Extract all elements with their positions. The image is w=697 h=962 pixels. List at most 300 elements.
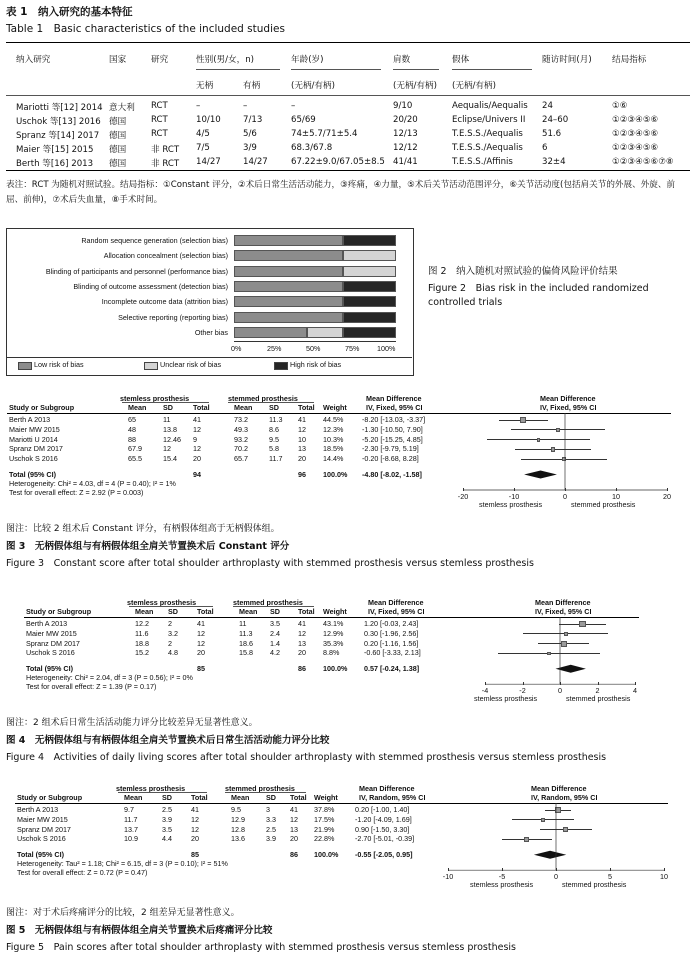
forest-tick-mark — [514, 488, 515, 491]
figure2-caption-en-2: controlled trials — [428, 297, 503, 308]
forest-cell-sd1: 3.9 — [162, 814, 172, 824]
forest-cell-sd2: 8.6 — [269, 424, 279, 434]
forest-overall-effect: Test for overall effect: Z = 1.39 (P = 0.17) — [26, 682, 157, 692]
bias-bar-segment — [343, 312, 396, 323]
table1-cell-sex_b: 14/27 — [243, 157, 268, 167]
sub-age-pair: (无柄/有柄) — [291, 81, 335, 91]
bias-category-label: Blinding of outcome assessment (detection bias) — [73, 281, 228, 291]
table1-cell-sex_b: 3/9 — [243, 143, 257, 153]
bias-bar-segment — [234, 327, 307, 338]
bias-category-label: Random sequence generation (selection bias) — [81, 236, 228, 245]
effect-square — [555, 807, 561, 813]
legend-low: Low risk of bias — [34, 360, 84, 369]
forest-tick-mark — [616, 488, 617, 491]
effect-square — [556, 428, 560, 432]
forest-cell-sd1: 12 — [163, 444, 171, 454]
forest-tick-mark — [463, 488, 464, 491]
forest-cell-sd2: 4.2 — [270, 648, 280, 658]
prosthesis-subrule — [452, 69, 532, 70]
forest-tick-mark — [565, 488, 566, 491]
forest-cell-n2: 20 — [298, 648, 306, 658]
effect-header-1: Mean Difference — [368, 598, 424, 607]
col-outcomes: 结局指标 — [612, 55, 647, 65]
favours-right-label: stemmed prosthesis — [571, 500, 636, 509]
forest-cell-weight: 12.3% — [323, 424, 344, 434]
sub-stemmed: 有柄 — [243, 81, 261, 91]
pooled-diamond — [524, 471, 557, 479]
forest-tick-label: -10 — [442, 872, 454, 882]
forest-cell-n2: 13 — [290, 824, 298, 834]
forest-cell-ci: -1.20 [-4.09, 1.69] — [355, 814, 412, 824]
forest-cell-m2: 65.7 — [234, 454, 248, 464]
forest-tick-label: -10 — [508, 492, 520, 501]
forest-overall-effect: Test for overall effect: Z = 2.92 (P = 0.003) — [9, 488, 144, 497]
table1-cell-age: 65/69 — [291, 115, 316, 125]
forest-cell-n2: 41 — [290, 805, 298, 814]
forest-cell-n2: 12 — [298, 628, 306, 638]
bias-tick-25: 25% — [267, 344, 282, 353]
forest-tick-mark — [556, 868, 557, 871]
forest-cell-n2: 20 — [290, 834, 298, 844]
forest-cell-n1: 12 — [197, 628, 205, 638]
forest-tick-mark — [667, 488, 668, 491]
forest-total-n2: 86 — [298, 664, 306, 674]
forest-total-ci: -4.80 [-8.02, -1.58] — [362, 470, 422, 479]
forest-header-rule — [15, 803, 668, 804]
bias-bar-segment — [343, 250, 396, 261]
forest-heterogeneity: Heterogeneity: Chi² = 2.04, df = 3 (P = 0.56); I² = 0% — [26, 673, 193, 683]
forest-total-n1: 85 — [197, 664, 205, 674]
forest-tick-label: 20 — [663, 492, 671, 501]
forest-cell-n1: 20 — [193, 454, 201, 464]
bias-category-label: Selective reporting (reporting bias) — [118, 312, 228, 322]
forest-tick-label: 2 — [595, 686, 600, 696]
forest-cell-sd1: 3.5 — [162, 824, 172, 834]
forest-cell-sd2: 3.9 — [266, 834, 276, 844]
n-subrule — [393, 69, 439, 70]
forest-cell-study: Spranz DM 2017 — [9, 444, 63, 454]
favours-left-label: stemless prosthesis — [474, 694, 538, 704]
table1-cell-study: Uschok 等[13] 2016 — [16, 117, 101, 127]
table1-cell-study: Mariotti 等[12] 2014 — [16, 103, 103, 113]
column-header: Mean — [234, 403, 253, 412]
pooled-diamond — [556, 665, 586, 673]
column-header: Mean — [128, 403, 147, 412]
forest-cell-m2: 93.2 — [234, 434, 248, 444]
group-label-stemmed: stemmed prosthesis — [228, 394, 298, 403]
bias-tick-75: 75% — [345, 344, 360, 353]
bias-bar-segment — [343, 266, 396, 277]
pooled-diamond — [534, 851, 566, 859]
forest-total-weight: 100.0% — [314, 850, 339, 860]
table1-cell-prosthesis: T.E.S.S./Affinis — [452, 157, 513, 167]
table1-cell-age: – — [291, 101, 296, 111]
forest-header-rule — [24, 617, 639, 618]
table1-cell-n: 12/13 — [393, 129, 418, 139]
table1-cell-sex_a: 4/5 — [196, 129, 210, 139]
figure-caption-cn: 图 5 无柄假体组与有柄假体组全肩关节置换术后疼痛评分比较 — [6, 925, 273, 936]
column-header: Total — [193, 403, 210, 412]
column-header: Mean — [135, 607, 154, 616]
figure-note: 图注：2 组术后日常生活活动能力评分比较差异无显著性意义。 — [6, 718, 258, 728]
forest-tick-mark — [560, 682, 561, 685]
forest-cell-m1: 48 — [128, 424, 136, 434]
table1-cell-prosthesis: Aequalis/Aequalis — [452, 101, 528, 111]
table1-cell-outcomes: ①②③④⑤⑥ — [612, 129, 659, 139]
forest-cell-study: Maier MW 2015 — [9, 424, 60, 434]
forest-cell-sd2: 2.5 — [266, 824, 276, 834]
forest-cell-weight: 44.5% — [323, 415, 344, 424]
forest-cell-weight: 18.5% — [323, 444, 344, 454]
table1-cell-design: RCT — [151, 129, 168, 139]
bias-bar-segment — [343, 235, 396, 246]
forest-cell-weight: 17.5% — [314, 814, 335, 824]
forest-cell-sd2: 3.5 — [270, 619, 280, 628]
table1-title-en: Table 1 Basic characteristics of the included studies — [6, 23, 285, 35]
table1-cell-country: 德国 — [109, 145, 127, 155]
forest-total-n2: 96 — [298, 470, 306, 479]
effect-header-2: IV, Fixed, 95% CI — [366, 403, 423, 412]
table1-cell-prosthesis: T.E.S.S./Aequalis — [452, 129, 523, 139]
table1-cell-outcomes: ①⑥ — [612, 101, 628, 111]
favours-right-label: stemmed prosthesis — [566, 694, 631, 704]
col-study: 纳入研究 — [16, 55, 51, 65]
forest-tick-label: -20 — [457, 492, 469, 501]
table1-cell-design: RCT — [151, 101, 168, 111]
favours-left-label: stemless prosthesis — [479, 500, 543, 509]
table1-cell-country: 德国 — [109, 131, 127, 141]
column-header: SD — [266, 793, 276, 802]
forest-tick-mark — [502, 868, 503, 871]
forest-cell-n1: 20 — [197, 648, 205, 658]
table1-cell-n: 20/20 — [393, 115, 418, 125]
forest-cell-m2: 18.6 — [239, 638, 253, 648]
table1-title-cn: 表 1 纳入研究的基本特征 — [6, 6, 133, 18]
forest-cell-n1: 12 — [193, 424, 201, 434]
effect-square — [537, 438, 541, 442]
figure-caption-en: Figure 4 Activities of daily living scores after total shoulder arthroplasty with stemmed prosthesis versus stemless prosthesis — [6, 752, 607, 763]
forest-cell-sd2: 3 — [266, 805, 270, 814]
forest-cell-n2: 10 — [298, 434, 306, 444]
bias-bar-segment — [343, 281, 396, 292]
column-header: Total — [197, 607, 214, 616]
effect-header-2: IV, Fixed, 95% CI — [368, 607, 425, 616]
sub-stemless: 无柄 — [196, 81, 214, 91]
forest-cell-sd1: 13.8 — [163, 424, 177, 434]
forest-tick-mark — [635, 682, 636, 685]
effect-square — [547, 652, 551, 656]
forest-total-label: Total (95% CI) — [26, 664, 73, 674]
forest-cell-study: Spranz DM 2017 — [26, 638, 80, 648]
table1-cell-outcomes: ①②③④⑤⑥ — [612, 143, 659, 153]
column-header: Study or Subgroup — [9, 403, 75, 412]
table1-cell-sex_a: – — [196, 101, 201, 111]
forest-cell-sd1: 4.8 — [168, 648, 178, 658]
forest-cell-sd1: 3.2 — [168, 628, 178, 638]
bias-category-label: Other bias — [194, 327, 228, 337]
forest-cell-m2: 9.5 — [231, 805, 241, 814]
table1-cell-sex_b: 7/13 — [243, 115, 263, 125]
forest-cell-n1: 12 — [191, 814, 199, 824]
forest-tick-mark — [485, 682, 486, 685]
bias-axis — [231, 344, 396, 354]
forest-tick-label: -5 — [498, 872, 506, 882]
forest-total-ci: -0.55 [-2.05, 0.95] — [355, 850, 413, 860]
table1-cell-followup: 24 — [542, 101, 553, 111]
table1-cell-prosthesis: Eclipse/Univers II — [452, 115, 526, 125]
forest-cell-ci: 1.20 [-0.03, 2.43] — [364, 619, 419, 628]
age-subrule — [291, 69, 381, 70]
figure-note: 图注：对于术后疼痛评分的比较，2 组差异无显著性意义。 — [6, 908, 240, 918]
effect-square — [541, 818, 545, 822]
forest-cell-n2: 13 — [298, 638, 306, 648]
forest-cell-n1: 12 — [193, 444, 201, 454]
forest-cell-m2: 13.6 — [231, 834, 245, 844]
forest-cell-weight: 35.3% — [323, 638, 344, 648]
forest-cell-m1: 10.9 — [124, 834, 138, 844]
forest-cell-n1: 9 — [193, 434, 197, 444]
table1-cell-prosthesis: T.E.S.S./Aequalis — [452, 143, 523, 153]
table1-cell-sex_a: 10/10 — [196, 115, 221, 125]
figure2-caption-cn: 图 2 纳入随机对照试验的偏倚风险评价结果 — [428, 266, 618, 277]
table1-cell-followup: 32±4 — [542, 157, 566, 167]
column-header: Study or Subgroup — [26, 607, 92, 616]
forest-cell-sd1: 11 — [163, 415, 171, 424]
effect-header-2-right: IV, Random, 95% CI — [531, 793, 598, 802]
table1-cell-followup: 6 — [542, 143, 548, 153]
forest-tick-label: 10 — [660, 872, 668, 882]
forest-cell-m2: 11.3 — [239, 628, 253, 638]
forest-cell-study: Mariotti U 2014 — [9, 434, 58, 444]
forest-cell-m1: 18.8 — [135, 638, 149, 648]
column-header: Total — [298, 607, 315, 616]
forest-cell-n2: 41 — [298, 619, 306, 628]
table1-cell-design: 非 RCT — [151, 145, 180, 155]
forest-cell-study: Berth A 2013 — [26, 619, 68, 628]
forest-cell-sd2: 11.7 — [269, 454, 283, 464]
forest-heterogeneity: Heterogeneity: Chi² = 4.03, df = 4 (P = 0.40); I² = 1% — [9, 479, 176, 488]
forest-total-label: Total (95% CI) — [9, 470, 56, 479]
forest-cell-weight: 8.8% — [323, 648, 340, 658]
forest-cell-n1: 41 — [193, 415, 201, 424]
forest-tick-label: 0 — [554, 872, 558, 882]
sub-prosthesis-pair: (无柄/有柄) — [452, 81, 496, 91]
table1-cell-age: 68.3/67.8 — [291, 143, 333, 153]
forest-tick-mark — [598, 682, 599, 685]
forest-cell-n2: 12 — [290, 814, 298, 824]
forest-cell-ci: 0.90 [-1.50, 3.30] — [355, 824, 410, 834]
forest-cell-weight: 43.1% — [323, 619, 344, 628]
effect-square — [520, 417, 527, 424]
bias-tick-0: 0% — [231, 344, 242, 353]
effect-header-2-right: IV, Fixed, 95% CI — [535, 607, 592, 616]
forest-cell-sd2: 2.4 — [270, 628, 280, 638]
column-header: Mean — [124, 793, 143, 802]
column-header: Weight — [323, 403, 347, 412]
table1-cell-study: Spranz 等[14] 2017 — [16, 131, 100, 141]
forest-cell-study: Berth A 2013 — [17, 805, 59, 814]
forest-cell-n1: 12 — [191, 824, 199, 834]
bias-category-label: Incomplete outcome data (attrition bias) — [101, 297, 228, 307]
forest-cell-n1: 41 — [191, 805, 199, 814]
forest-overall-effect: Test for overall effect: Z = 0.72 (P = 0.47) — [17, 868, 148, 878]
forest-cell-sd2: 11.3 — [269, 415, 283, 424]
bias-bar-segment — [234, 296, 343, 307]
forest-tick-mark — [523, 682, 524, 685]
effect-header-2: IV, Random, 95% CI — [359, 793, 426, 802]
forest-cell-m2: 12.9 — [231, 814, 245, 824]
forest-cell-ci: -0.20 [-8.68, 8.28] — [362, 454, 419, 464]
forest-cell-weight: 12.9% — [323, 628, 344, 638]
forest-cell-m1: 13.7 — [124, 824, 138, 834]
legend-high: High risk of bias — [290, 360, 342, 369]
group-label-stemmed: stemmed prosthesis — [225, 784, 295, 793]
forest-cell-n2: 20 — [298, 454, 306, 464]
forest-cell-n2: 12 — [298, 424, 306, 434]
forest-cell-sd2: 5.8 — [269, 444, 279, 454]
forest-tick-label: 10 — [612, 492, 620, 501]
forest-cell-ci: -2.70 [-5.01, -0.39] — [355, 834, 415, 844]
forest-cell-m1: 88 — [128, 434, 136, 444]
column-header: Weight — [314, 793, 338, 802]
forest-total-label: Total (95% CI) — [17, 850, 64, 860]
forest-tick-label: 5 — [608, 872, 612, 882]
forest-cell-weight: 37.8% — [314, 805, 335, 814]
table1-cell-sex_a: 7/5 — [196, 143, 210, 153]
column-header: SD — [168, 607, 178, 616]
forest-cell-ci: -1.30 [-10.50, 7.90] — [362, 424, 423, 434]
forest-cell-n1: 20 — [191, 834, 199, 844]
column-header: Total — [298, 403, 315, 412]
table1-cell-country: 德国 — [109, 117, 127, 127]
forest-cell-ci: 0.20 [-1.00, 1.40] — [355, 805, 410, 814]
forest-cell-sd1: 2 — [168, 638, 172, 648]
group-label-stemless: stemless prosthesis — [120, 394, 190, 403]
forest-cell-ci: 0.30 [-1.96, 2.56] — [364, 628, 419, 638]
column-header: Mean — [239, 607, 258, 616]
effect-square — [551, 447, 555, 451]
table1-cell-outcomes: ①②③④⑤⑥⑦⑧ — [612, 157, 674, 167]
forest-total-ci: 0.57 [-0.24, 1.38] — [364, 664, 420, 674]
forest-cell-sd1: 4.4 — [162, 834, 172, 844]
table1-note: 表注：RCT 为随机对照试验。结局指标：①Constant 评分，②术后日常生活活动能力，③疼痛，④力量，⑤术后关节活动范围评分，⑥关节活动度(包括肩关节的外展、外旋、前屈、前伸)，⑦术后失血量，⑧手术时间。 — [6, 180, 676, 205]
header-rule — [6, 95, 690, 96]
forest-cell-n1: 41 — [197, 619, 205, 628]
col-n: 肩数 — [393, 55, 411, 65]
forest-cell-weight: 22.8% — [314, 834, 335, 844]
legend-swatch-low — [18, 362, 32, 370]
bias-category-label: Allocation concealment (selection bias) — [103, 251, 228, 261]
forest-cell-m1: 67.9 — [128, 444, 142, 454]
forest-cell-ci: -5.20 [-15.25, 4.85] — [362, 434, 423, 444]
table-bottom-rule — [6, 170, 690, 171]
forest-cell-study: Spranz DM 2017 — [17, 824, 71, 834]
forest-tick-label: 4 — [633, 686, 637, 696]
group-label-stemless: stemless prosthesis — [116, 784, 186, 793]
forest-cell-sd2: 9.5 — [269, 434, 279, 444]
col-sex: 性别(男/女，n) — [196, 55, 255, 65]
forest-cell-ci: -8.20 [-13.03, -3.37] — [362, 415, 426, 424]
sub-n-pair: (无柄/有柄) — [393, 81, 437, 91]
forest-cell-m1: 65 — [128, 415, 136, 424]
forest-cell-weight: 21.9% — [314, 824, 335, 834]
bias-bar-segment — [343, 327, 396, 338]
table1-cell-sex_a: 14/27 — [196, 157, 221, 167]
favours-right-label: stemmed prosthesis — [562, 880, 627, 890]
forest-cell-ci: -2.30 [-9.79, 5.19] — [362, 444, 419, 454]
column-header: Mean — [231, 793, 250, 802]
table1-cell-n: 41/41 — [393, 157, 418, 167]
bias-tick-50: 50% — [306, 344, 321, 353]
figure-caption-cn: 图 4 无柄假体组与有柄假体组全肩关节置换术后日常生活活动能力评分比较 — [6, 735, 330, 746]
forest-cell-m1: 12.2 — [135, 619, 149, 628]
forest-cell-study: Uschok S 2016 — [9, 454, 58, 464]
col-country: 国家 — [109, 55, 127, 65]
favours-left-label: stemless prosthesis — [470, 880, 534, 890]
forest-cell-study: Berth A 2013 — [9, 415, 51, 424]
forest-cell-study: Uschok S 2016 — [26, 648, 75, 658]
bias-axis-line — [234, 341, 396, 342]
forest-cell-ci: -0.60 [-3.33, 2.13] — [364, 648, 421, 658]
table1-cell-age: 74±5.7/71±5.4 — [291, 129, 358, 139]
table1-cell-study: Berth 等[16] 2013 — [16, 159, 94, 169]
forest-cell-sd1: 15.4 — [163, 454, 177, 464]
table-top-rule — [6, 42, 690, 43]
table1-cell-sex_b: – — [243, 101, 248, 111]
forest-tick-mark — [448, 868, 449, 871]
table1-cell-n: 9/10 — [393, 101, 413, 111]
group-label-stemmed: stemmed prosthesis — [233, 598, 303, 607]
column-header: Total — [191, 793, 208, 802]
col-followup: 随访时间(月) — [542, 55, 592, 65]
forest-cell-m2: 11 — [239, 619, 247, 628]
forest-total-n1: 85 — [191, 850, 199, 860]
forest-tick-label: 0 — [558, 686, 562, 696]
table1-cell-age: 67.22±9.0/67.05±8.5 — [291, 157, 385, 167]
column-header: SD — [270, 607, 280, 616]
forest-tick-label: 0 — [563, 492, 567, 501]
forest-cell-sd1: 2 — [168, 619, 172, 628]
forest-cell-m1: 11.6 — [135, 628, 149, 638]
table1-cell-n: 12/12 — [393, 143, 418, 153]
effect-square — [579, 621, 585, 627]
effect-header-1-right: Mean Difference — [531, 784, 587, 793]
bias-bar-segment — [234, 312, 343, 323]
forest-tick-mark — [664, 868, 665, 871]
col-design: 研究 — [151, 55, 169, 65]
figure-caption-cn: 图 3 无柄假体组与有柄假体组全肩关节置换术后 Constant 评分 — [6, 541, 290, 552]
effect-square — [562, 457, 566, 461]
effect-header-1: Mean Difference — [366, 394, 422, 403]
bias-category-label: Blinding of participants and personnel (performance bias) — [45, 266, 228, 276]
effect-square — [564, 632, 568, 636]
group-label-stemless: stemless prosthesis — [127, 598, 197, 607]
table1-cell-followup: 24–60 — [542, 115, 569, 125]
forest-cell-sd2: 3.3 — [266, 814, 276, 824]
bias-bar-segment — [234, 250, 343, 261]
forest-cell-n2: 13 — [298, 444, 306, 454]
forest-cell-study: Maier MW 2015 — [17, 814, 68, 824]
legend-divider — [6, 357, 412, 358]
forest-cell-m2: 12.8 — [231, 824, 245, 834]
forest-total-n1: 94 — [193, 470, 201, 479]
forest-cell-m1: 11.7 — [124, 814, 138, 824]
figure-note: 图注：比较 2 组术后 Constant 评分，有柄假体组高于无柄假体组。 — [6, 524, 280, 534]
effect-header-1-right: Mean Difference — [535, 598, 591, 607]
forest-total-weight: 100.0% — [323, 470, 348, 479]
table1-cell-design: 非 RCT — [151, 159, 180, 169]
forest-cell-study: Uschok S 2016 — [17, 834, 66, 844]
